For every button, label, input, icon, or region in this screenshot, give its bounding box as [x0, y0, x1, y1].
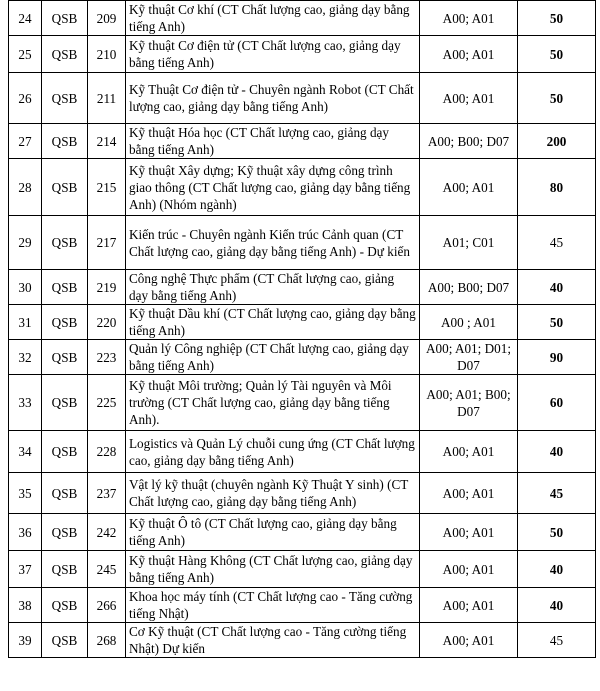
school-code-cell: QSB [42, 431, 88, 473]
quota-cell: 40 [518, 431, 596, 473]
school-code-cell: QSB [42, 375, 88, 431]
major-name-cell: Kỹ Thuật Cơ điện tử - Chuyên ngành Robot (CT Chất lượng cao, giảng dạy bằng tiếng Anh) [126, 73, 420, 124]
major-name-cell: Logistics và Quản Lý chuỗi cung ứng (CT Chất lượng cao, giảng dạy bằng tiếng Anh) [126, 431, 420, 473]
table-row [9, 159, 596, 216]
major-code-cell: 209 [88, 1, 126, 36]
quota-cell: 40 [518, 551, 596, 588]
quota-cell: 50 [518, 36, 596, 73]
quota-cell: 45 [518, 216, 596, 270]
table-body [9, 1, 596, 658]
table-row [9, 375, 596, 431]
table-row [9, 588, 596, 623]
major-code-cell: 211 [88, 73, 126, 124]
school-code-cell: QSB [42, 124, 88, 159]
subject-combination-cell: A00; A01 [420, 36, 518, 73]
major-code-cell: 228 [88, 431, 126, 473]
table-row [9, 473, 596, 514]
quota-cell: 60 [518, 375, 596, 431]
major-name-cell: Vật lý kỹ thuật (chuyên ngành Kỹ Thuật Y sinh) (CT Chất lượng cao, giảng dạy bằng tiếng Anh) [126, 473, 420, 514]
table-row [9, 216, 596, 270]
major-name-cell: Kỹ thuật Dầu khí (CT Chất lượng cao, giảng dạy bằng tiếng Anh) [126, 305, 420, 340]
major-name-cell: Cơ Kỹ thuật (CT Chất lượng cao - Tăng cường tiếng Nhật) Dự kiến [126, 623, 420, 658]
major-code-cell: 217 [88, 216, 126, 270]
major-name-cell: Kỹ thuật Xây dựng; Kỹ thuật xây dựng công trình giao thông (CT Chất lượng cao, giảng dạy bằng tiếng Anh) (Nhóm ngành) [126, 159, 420, 216]
school-code-cell: QSB [42, 340, 88, 375]
subject-combination-cell: A00; A01 [420, 514, 518, 551]
subject-combination-cell: A01; C01 [420, 216, 518, 270]
row-index-cell: 25 [9, 36, 42, 73]
row-index-cell: 29 [9, 216, 42, 270]
table-row [9, 36, 596, 73]
subject-combination-cell: A00; A01 [420, 159, 518, 216]
major-code-cell: 214 [88, 124, 126, 159]
major-name-cell: Kỹ thuật Môi trường; Quản lý Tài nguyên và Môi trường (CT Chất lượng cao, giảng dạy bằng tiếng Anh). [126, 375, 420, 431]
major-name-cell: Quản lý Công nghiệp (CT Chất lượng cao, giảng dạy bằng tiếng Anh) [126, 340, 420, 375]
quota-cell: 45 [518, 623, 596, 658]
row-index-cell: 34 [9, 431, 42, 473]
school-code-cell: QSB [42, 1, 88, 36]
row-index-cell: 24 [9, 1, 42, 36]
table-row [9, 124, 596, 159]
row-index-cell: 32 [9, 340, 42, 375]
subject-combination-cell: A00; A01 [420, 1, 518, 36]
major-name-cell: Kiến trúc - Chuyên ngành Kiến trúc Cảnh quan (CT Chất lượng cao, giảng dạy bằng tiếng Anh) - Dự kiến [126, 216, 420, 270]
major-code-cell: 242 [88, 514, 126, 551]
quota-cell: 50 [518, 1, 596, 36]
table-row [9, 270, 596, 305]
school-code-cell: QSB [42, 473, 88, 514]
subject-combination-cell: A00; A01; B00; D07 [420, 375, 518, 431]
row-index-cell: 33 [9, 375, 42, 431]
row-index-cell: 30 [9, 270, 42, 305]
row-index-cell: 39 [9, 623, 42, 658]
quota-cell: 45 [518, 473, 596, 514]
subject-combination-cell: A00; A01 [420, 551, 518, 588]
quota-cell: 50 [518, 305, 596, 340]
major-code-cell: 215 [88, 159, 126, 216]
quota-cell: 80 [518, 159, 596, 216]
table-row [9, 514, 596, 551]
subject-combination-cell: A00; A01 [420, 73, 518, 124]
major-name-cell: Kỹ thuật Hàng Không (CT Chất lượng cao, giảng dạy bằng tiếng Anh) [126, 551, 420, 588]
major-name-cell: Kỹ thuật Hóa học (CT Chất lượng cao, giảng dạy bằng tiếng Anh) [126, 124, 420, 159]
major-code-cell: 268 [88, 623, 126, 658]
row-index-cell: 26 [9, 73, 42, 124]
major-code-cell: 220 [88, 305, 126, 340]
major-code-cell: 245 [88, 551, 126, 588]
school-code-cell: QSB [42, 305, 88, 340]
school-code-cell: QSB [42, 623, 88, 658]
quota-cell: 200 [518, 124, 596, 159]
table-row [9, 340, 596, 375]
school-code-cell: QSB [42, 514, 88, 551]
subject-combination-cell: A00; A01 [420, 431, 518, 473]
subject-combination-cell: A00; B00; D07 [420, 124, 518, 159]
major-name-cell: Khoa học máy tính (CT Chất lượng cao - Tăng cường tiếng Nhật) [126, 588, 420, 623]
row-index-cell: 27 [9, 124, 42, 159]
school-code-cell: QSB [42, 551, 88, 588]
quota-cell: 50 [518, 514, 596, 551]
major-name-cell: Kỹ thuật Cơ khí (CT Chất lượng cao, giảng dạy bằng tiếng Anh) [126, 1, 420, 36]
table-row [9, 431, 596, 473]
school-code-cell: QSB [42, 216, 88, 270]
quota-cell: 40 [518, 588, 596, 623]
table-row [9, 73, 596, 124]
major-name-cell: Kỹ thuật Ô tô (CT Chất lượng cao, giảng dạy bằng tiếng Anh) [126, 514, 420, 551]
major-code-cell: 266 [88, 588, 126, 623]
table-row [9, 305, 596, 340]
subject-combination-cell: A00; A01 [420, 588, 518, 623]
subject-combination-cell: A00; B00; D07 [420, 270, 518, 305]
row-index-cell: 35 [9, 473, 42, 514]
major-code-cell: 225 [88, 375, 126, 431]
major-name-cell: Kỹ thuật Cơ điện tử (CT Chất lượng cao, giảng dạy bằng tiếng Anh) [126, 36, 420, 73]
school-code-cell: QSB [42, 159, 88, 216]
quota-cell: 90 [518, 340, 596, 375]
major-name-cell: Công nghệ Thực phẩm (CT Chất lượng cao, giảng dạy bằng tiếng Anh) [126, 270, 420, 305]
row-index-cell: 28 [9, 159, 42, 216]
major-code-cell: 219 [88, 270, 126, 305]
subject-combination-cell: A00; A01 [420, 623, 518, 658]
quota-cell: 50 [518, 73, 596, 124]
quota-cell: 40 [518, 270, 596, 305]
school-code-cell: QSB [42, 588, 88, 623]
row-index-cell: 36 [9, 514, 42, 551]
school-code-cell: QSB [42, 36, 88, 73]
school-code-cell: QSB [42, 270, 88, 305]
row-index-cell: 37 [9, 551, 42, 588]
table-row [9, 1, 596, 36]
subject-combination-cell: A00; A01 [420, 473, 518, 514]
table-row [9, 623, 596, 658]
subject-combination-cell: A00 ; A01 [420, 305, 518, 340]
admissions-table [8, 0, 596, 658]
major-code-cell: 237 [88, 473, 126, 514]
row-index-cell: 38 [9, 588, 42, 623]
table-row [9, 551, 596, 588]
subject-combination-cell: A00; A01; D01; D07 [420, 340, 518, 375]
major-code-cell: 223 [88, 340, 126, 375]
major-code-cell: 210 [88, 36, 126, 73]
school-code-cell: QSB [42, 73, 88, 124]
row-index-cell: 31 [9, 305, 42, 340]
